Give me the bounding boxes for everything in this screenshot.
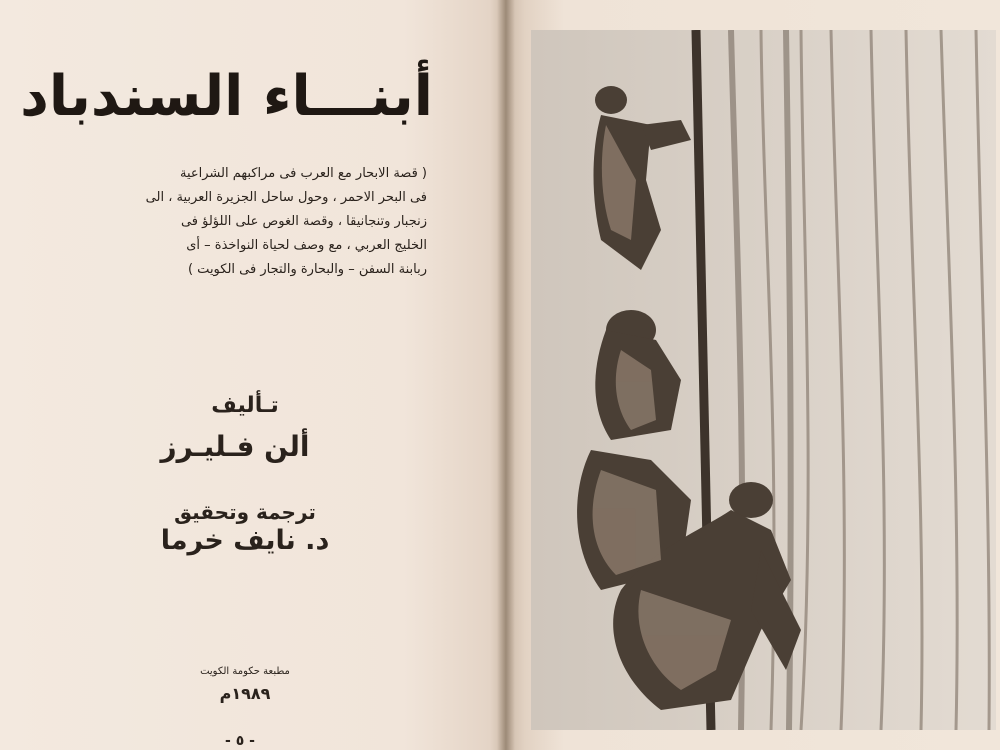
author-name: ألن فـليـرز xyxy=(160,430,310,463)
subtitle-line: ( قصة الابحار مع العرب فى مراكبهم الشراعية xyxy=(179,166,427,181)
book-gutter xyxy=(497,0,515,750)
publisher: مطبعة حكومة الكويت xyxy=(200,666,290,677)
publication-year: ١٩٨٩م xyxy=(219,684,271,703)
author-label: تـأليف xyxy=(211,393,279,418)
book-subtitle xyxy=(67,162,427,282)
book-title: أبنـــاء السندباد xyxy=(20,64,433,129)
translator-label: ترجمة وتحقيق xyxy=(174,500,316,524)
photo-illustration xyxy=(531,30,996,730)
sailors-climbing-mast-photo xyxy=(531,30,996,730)
subtitle-line: ربابنة السفن – والبحارة والتجار فى الكويت ) xyxy=(187,262,427,277)
subtitle-line: فى البحر الاحمر ، وحول ساحل الجزيرة العربية ، الى xyxy=(145,190,427,205)
page-number: - ٥ - xyxy=(225,733,255,749)
subtitle-line: الخليج العربي ، مع وصف لحياة النواخذة – أى xyxy=(186,238,427,253)
translator-name: د. نايف خرما xyxy=(160,525,330,556)
subtitle-line: زنجبار وتنجانيقا ، وقصة الغوص على اللؤلؤ فى xyxy=(180,214,427,229)
